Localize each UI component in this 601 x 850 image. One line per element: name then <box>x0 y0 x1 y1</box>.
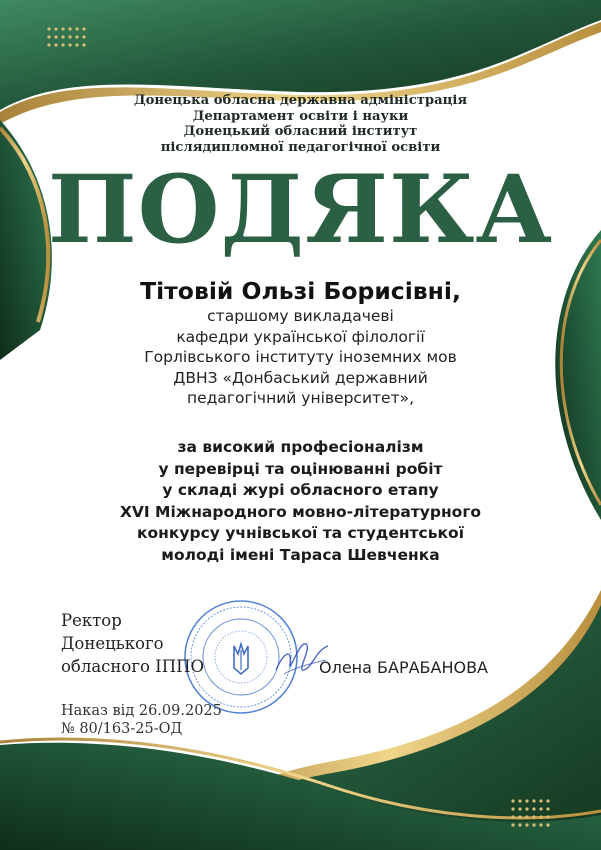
certificate-title: ПОДЯКА <box>47 155 554 265</box>
recipient-position <box>0 306 601 409</box>
dot-grid-bottom-right <box>510 798 554 828</box>
dot-grid-top-left <box>46 26 90 48</box>
signer-name: Олена БАРАБАНОВА <box>319 658 488 677</box>
reason-line-4: XVI Міжнародного мовно-літературного <box>119 502 482 521</box>
signer-title-line-2: Донецького <box>61 634 164 653</box>
position-line-3: Горлівського інституту іноземних мов <box>144 348 457 366</box>
reason-line-5: конкурсу учнівської та студентської <box>136 524 465 542</box>
order-number: № 80/163-25-ОД <box>61 721 183 737</box>
recipient-name: Тітовій Ользі Борисівні, <box>140 277 461 305</box>
signer-title <box>61 609 204 678</box>
order-reference <box>61 702 222 738</box>
position-line-4: ДВНЗ «Донбаський державний <box>173 368 428 387</box>
organization-line-1: Донецька обласна державна адміністрація <box>133 93 468 108</box>
organization-line-3: Донецький обласний інститут <box>183 124 418 139</box>
reason-line-3: у складі журі обласного етапу <box>162 481 439 499</box>
position-line-2: кафедри української філології <box>176 327 425 346</box>
organization-line-2: Департамент освіти і науки <box>192 108 409 124</box>
reason-line-2: у перевірці та оцінюванні робіт <box>158 459 443 478</box>
signer-title-line-3: обласного ІППО <box>61 657 205 676</box>
position-line-5: педагогічний університет», <box>186 389 415 407</box>
reason-line-6: молоді імені Тараса Шевченка <box>161 545 440 564</box>
reason-line-1: за високий професіоналізм <box>177 438 424 456</box>
award-reason <box>0 437 601 566</box>
organization-header <box>0 93 601 155</box>
signer-title-line-1: Ректор <box>61 611 122 630</box>
position-line-1: старшому викладачеві <box>207 307 394 325</box>
organization-line-4: післядипломної педагогічної освіти <box>160 139 441 155</box>
order-date: Наказ від 26.09.2025 <box>61 703 222 719</box>
